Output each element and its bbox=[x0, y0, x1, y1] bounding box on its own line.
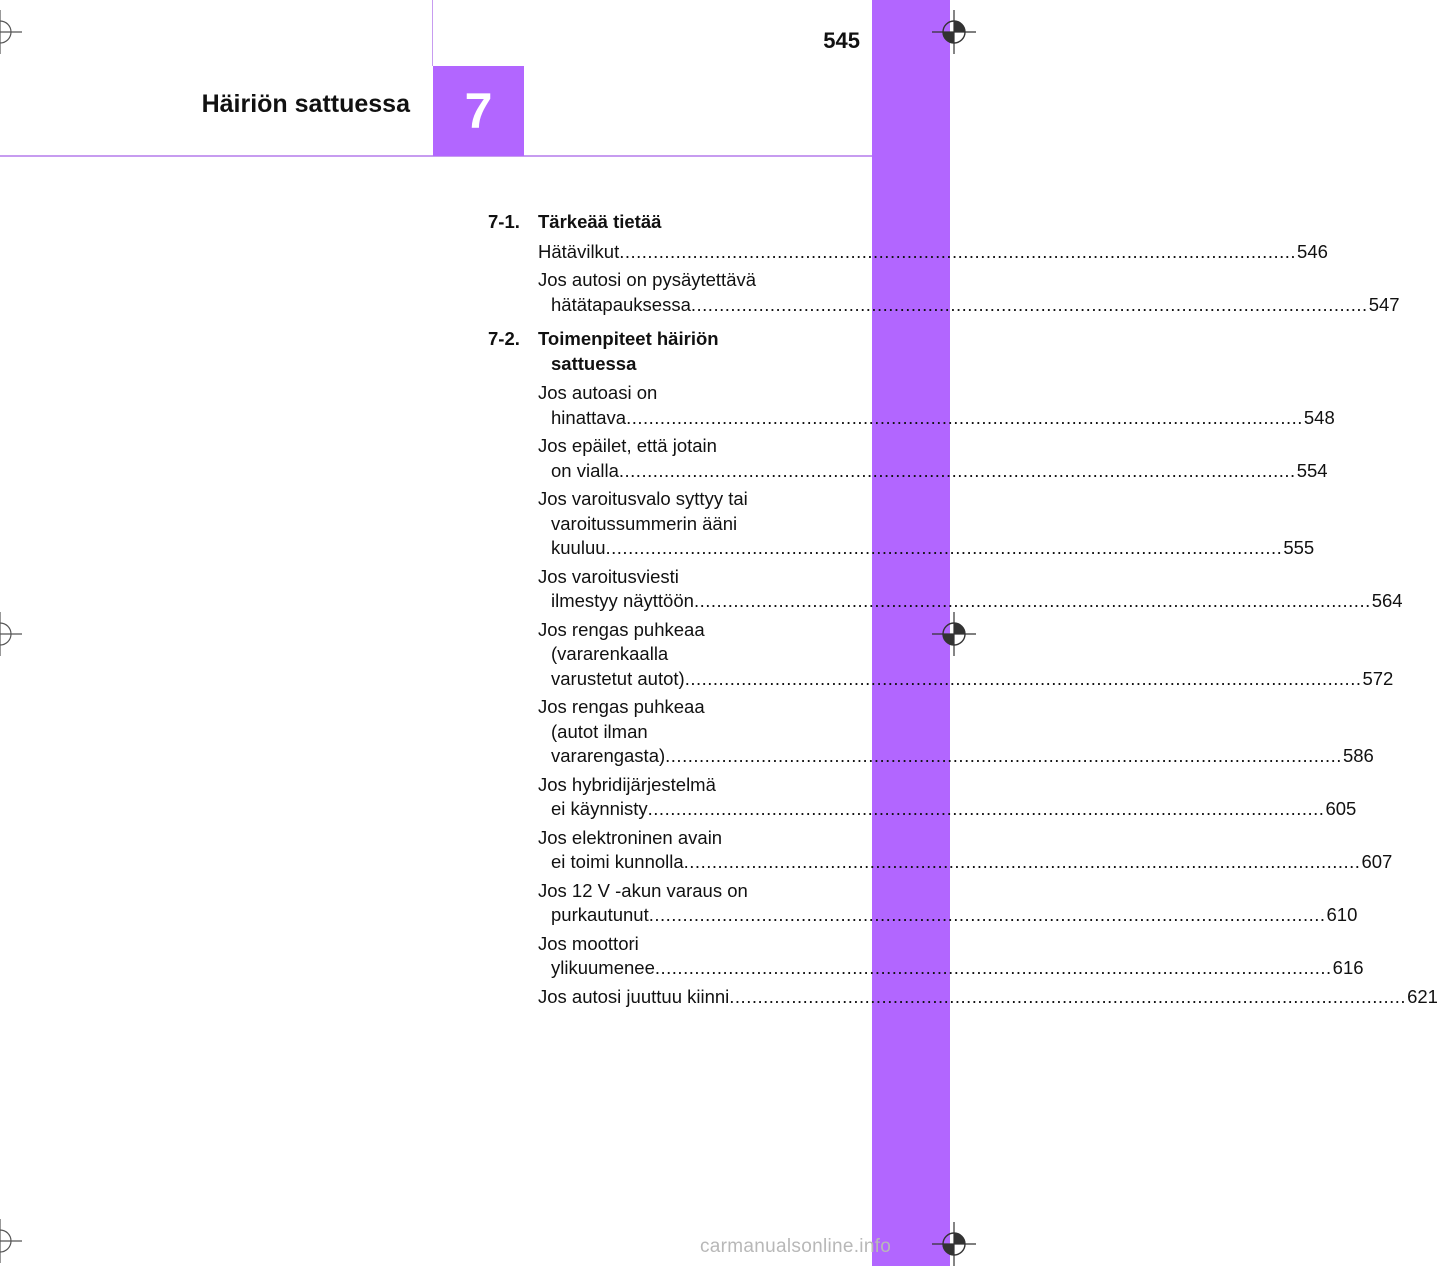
toc-entry-text: purkautunut bbox=[551, 904, 649, 925]
toc-entry[interactable] bbox=[538, 932, 1364, 981]
dot-leader: ........................................................................................................................ bbox=[690, 293, 1368, 315]
chapter-number-tab: 7 bbox=[433, 66, 524, 156]
dot-leader: ........................................................................................................................ bbox=[618, 459, 1296, 481]
toc-entry-text: Jos autosi juuttuu kiinni bbox=[538, 985, 730, 1007]
toc-entry-text: kuuluu bbox=[551, 537, 606, 558]
toc-page-number: 621 bbox=[1407, 985, 1438, 1007]
dot-leader: ........................................................................................................................ bbox=[619, 240, 1297, 262]
section-number: 7-1. bbox=[488, 211, 520, 232]
toc-entry[interactable] bbox=[538, 434, 1328, 483]
toc-entry[interactable] bbox=[538, 381, 1335, 430]
toc-entry[interactable] bbox=[538, 618, 1394, 692]
toc-page-number: 564 bbox=[1371, 590, 1403, 611]
toc-entry-text: ei toimi kunnolla bbox=[551, 851, 684, 872]
toc-entry[interactable] bbox=[538, 879, 1358, 928]
section-number: 7-2. bbox=[488, 328, 520, 349]
toc-page-number: 605 bbox=[1325, 798, 1357, 819]
toc-section-heading[interactable] bbox=[488, 210, 818, 235]
toc-entry-text: Jos moottori bbox=[538, 932, 639, 954]
toc-entry-text: Jos epäilet, että jotain bbox=[538, 435, 717, 456]
section-title: Toimenpiteet häiriön sattuessa bbox=[538, 328, 719, 374]
dot-leader: ........................................................................................................................ bbox=[647, 798, 1325, 819]
toc-entry-text: Jos varoitusviesti bbox=[538, 565, 679, 587]
toc-entry-text: Jos autosi on pysäytettävä bbox=[538, 269, 757, 290]
toc-page-number: 610 bbox=[1326, 904, 1358, 925]
dot-leader: ........................................................................................................................ bbox=[693, 590, 1371, 611]
toc-entry[interactable] bbox=[538, 487, 1315, 561]
toc-entry[interactable] bbox=[538, 773, 1357, 822]
toc-entry[interactable] bbox=[538, 268, 1400, 317]
dot-leader: ........................................................................................................................ bbox=[626, 406, 1303, 428]
toc-page-number: 554 bbox=[1296, 459, 1328, 481]
toc-entry-text: on vialla bbox=[551, 459, 619, 481]
toc-page-number: 572 bbox=[1362, 667, 1394, 689]
toc-entry-text: Jos elektroninen avain bbox=[538, 826, 723, 848]
table-of-contents bbox=[488, 210, 1438, 1013]
header-divider-vertical bbox=[432, 0, 433, 66]
toc-entry-text: Jos rengas puhkeaa bbox=[538, 618, 705, 640]
dot-leader: ........................................................................................................................ bbox=[665, 745, 1342, 766]
toc-entry-text: ylikuumenee bbox=[551, 957, 655, 978]
toc-page-number: 548 bbox=[1303, 406, 1335, 428]
dot-leader: ........................................................................................................................ bbox=[648, 904, 1326, 925]
toc-page-number: 607 bbox=[1361, 851, 1393, 872]
toc-section-heading[interactable] bbox=[488, 327, 818, 376]
toc-entry-text: Jos rengas puhkeaa bbox=[538, 696, 705, 717]
toc-page-number: 546 bbox=[1297, 240, 1328, 262]
dot-leader: ........................................................................................................................ bbox=[654, 957, 1332, 978]
toc-page-number: 547 bbox=[1368, 293, 1400, 315]
toc-entry-text: hinattava bbox=[551, 406, 627, 428]
toc-entry[interactable] bbox=[538, 240, 1328, 265]
toc-page-number: 555 bbox=[1283, 537, 1315, 558]
toc-entry-text: Jos 12 V -akun varaus on bbox=[538, 879, 748, 901]
toc-entry-text: hätätapauksessa bbox=[551, 293, 691, 315]
toc-entry-text: Jos autoasi on bbox=[538, 382, 658, 403]
registration-mark-icon bbox=[932, 1222, 976, 1266]
registration-mark-icon bbox=[0, 10, 22, 54]
registration-mark-icon bbox=[0, 612, 22, 656]
chapter-title: Häiriön sattuessa bbox=[201, 90, 410, 118]
section-title: Tärkeää tietää bbox=[538, 211, 662, 232]
toc-entry-text: varoitussummerin ääni bbox=[551, 512, 738, 534]
dot-leader: ........................................................................................................................ bbox=[683, 851, 1361, 872]
toc-entry[interactable] bbox=[538, 695, 1374, 769]
toc-entry[interactable] bbox=[538, 565, 1403, 614]
registration-mark-icon bbox=[932, 10, 976, 54]
toc-entry-text: vararengasta) bbox=[551, 745, 666, 766]
dot-leader: ........................................................................................................................ bbox=[729, 985, 1407, 1007]
toc-entry-text: varustetut autot) bbox=[551, 667, 685, 689]
dot-leader: ........................................................................................................................ bbox=[684, 667, 1362, 689]
toc-entry-text: ei käynnisty bbox=[551, 798, 648, 819]
toc-entry[interactable] bbox=[538, 985, 1438, 1010]
watermark: carmanualsonline.info bbox=[700, 1236, 892, 1257]
toc-entry-text: (vararenkaalla bbox=[551, 643, 669, 664]
registration-mark-icon bbox=[0, 1219, 22, 1263]
toc-entry-text: Jos hybridijärjestelmä bbox=[538, 773, 716, 795]
toc-page-number: 586 bbox=[1342, 745, 1374, 766]
toc-entry-text: Jos varoitusvalo syttyy tai bbox=[538, 488, 748, 509]
dot-leader: ........................................................................................................................ bbox=[605, 537, 1283, 558]
toc-entry-text: Hätävilkut bbox=[538, 240, 620, 262]
toc-entry-text: (autot ilman bbox=[551, 720, 648, 742]
page-number: 545 bbox=[823, 28, 860, 53]
toc-page-number: 616 bbox=[1332, 957, 1364, 978]
toc-entry-text: ilmestyy näyttöön bbox=[551, 590, 694, 611]
toc-entry[interactable] bbox=[538, 826, 1393, 875]
registration-mark-icon bbox=[932, 612, 976, 656]
